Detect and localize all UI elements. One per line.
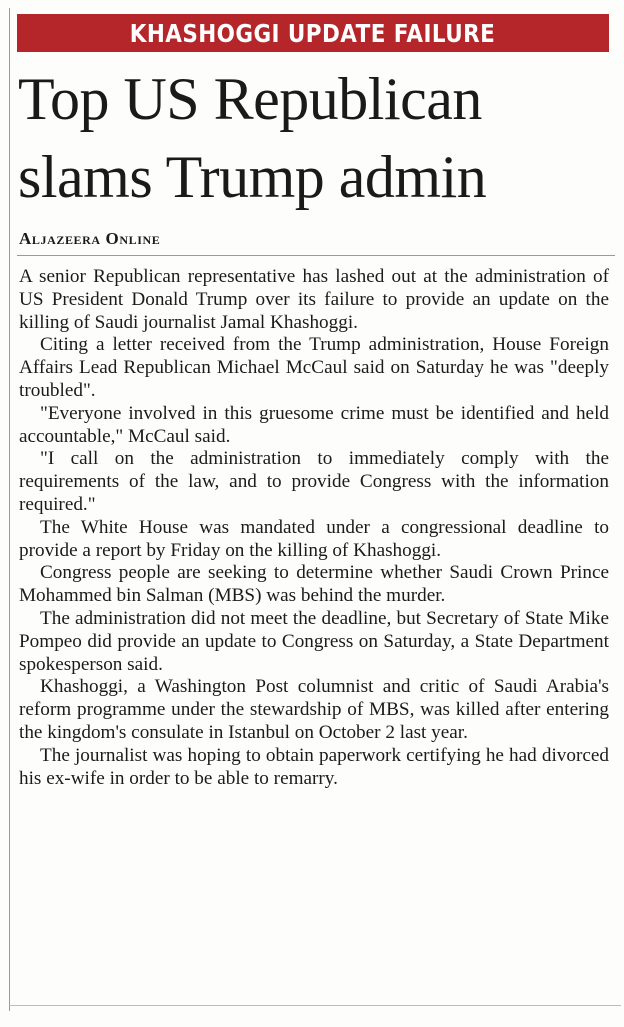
paragraph-3: "Everyone involved in this gruesome crime must be identified and held accountable," McCaul said.	[19, 402, 609, 447]
paragraph-1: A senior Republican representative has lashed out at the administration of US President Donald Trump over its failure to provide an update on the killing of Saudi journalist Jamal Khashoggi.	[19, 266, 609, 333]
paragraph-7: The administration did not meet the deadline, but Secretary of State Mike Pompeo did provide an update to Congress on Saturday, a State Department spokesperson said.	[19, 607, 609, 675]
article-body	[19, 266, 609, 790]
paragraph-4: "I call on the administration to immediately comply with the requirements of the law, and to provide Congress with the information required."	[19, 448, 609, 515]
headline-line-1: Top US Republican	[18, 66, 482, 132]
byline-divider	[17, 255, 615, 256]
kicker-text: KHASHOGGI UPDATE FAILURE	[130, 18, 496, 48]
kicker-banner	[17, 14, 609, 52]
bottom-rule	[9, 1005, 621, 1006]
byline: Aljazeera Online	[19, 229, 161, 248]
paragraph-8: Khashoggi, a Washington Post columnist and critic of Saudi Arabia's reform programme under the stewardship of MBS, was killed after entering the kingdom's consulate in Istanbul on October 2 last year.	[19, 676, 609, 743]
paragraph-2: Citing a letter received from the Trump administration, House Foreign Affairs Lead Republican Michael McCaul said on Saturday he was "deeply troubled".	[19, 334, 609, 401]
paragraph-5: The White House was mandated under a congressional deadline to provide a report by Friday on the killing of Khashoggi.	[19, 516, 609, 561]
headline	[18, 60, 618, 216]
paragraph-6: Congress people are seeking to determine whether Saudi Crown Prince Mohammed bin Salman (MBS) was behind the murder.	[19, 562, 609, 607]
paragraph-9: The journalist was hoping to obtain paperwork certifying he had divorced his ex-wife in order to be able to remarry.	[19, 744, 609, 789]
headline-line-2: slams Trump admin	[18, 144, 487, 210]
column-rule-left	[9, 8, 10, 1011]
